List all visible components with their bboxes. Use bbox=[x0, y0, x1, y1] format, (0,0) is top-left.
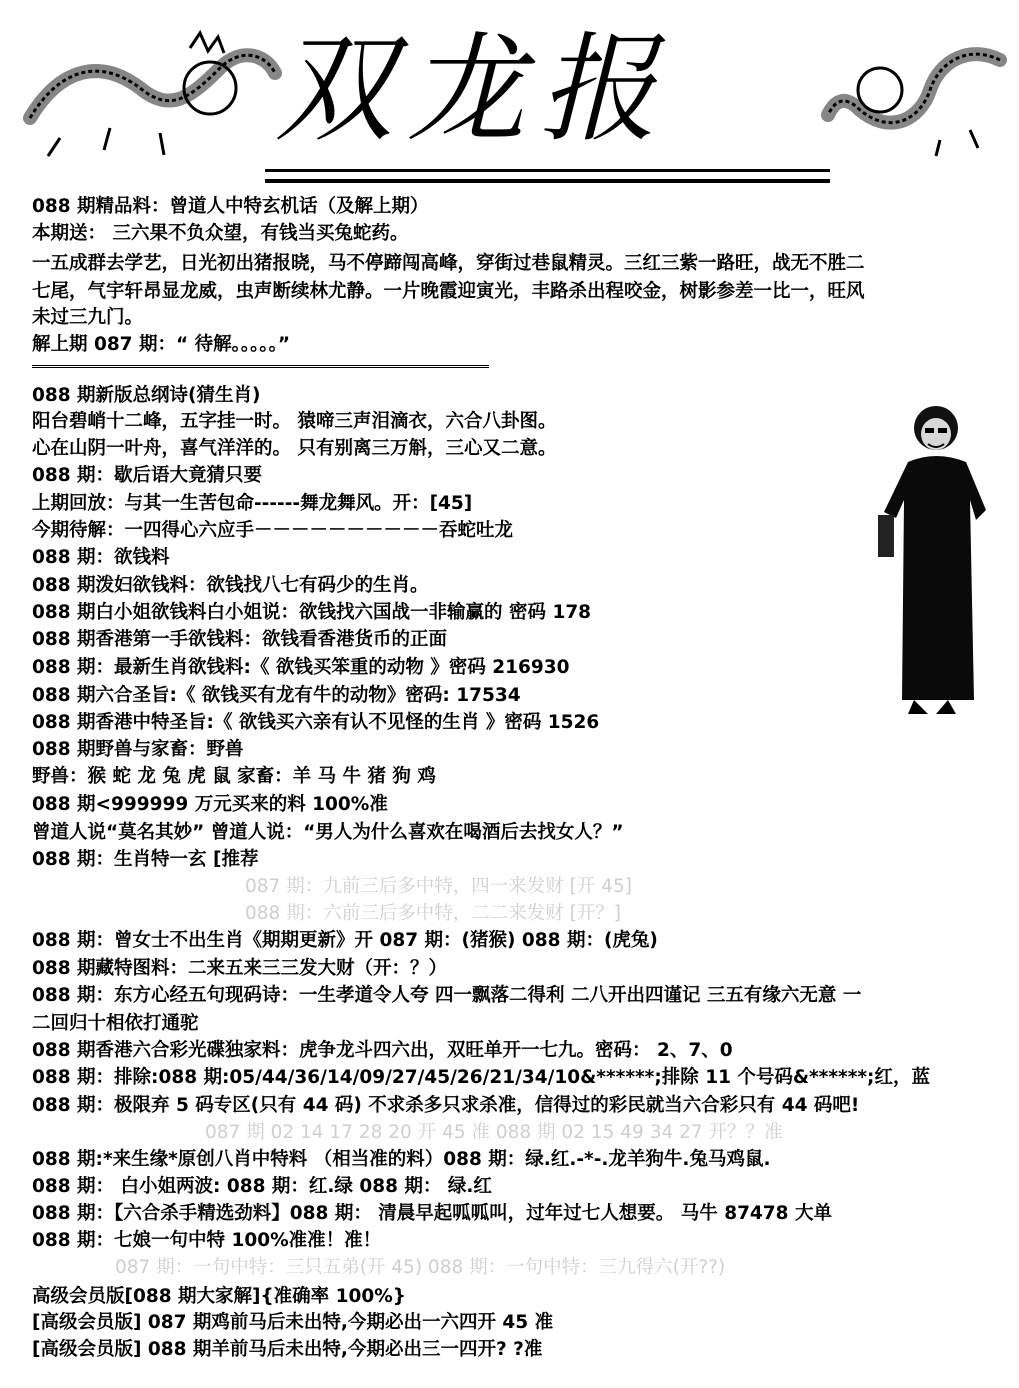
line-21: 野兽：猴 蛇 龙 兔 虎 鼠 家畜：羊 马 牛 猪 狗 鸡 bbox=[32, 766, 436, 787]
line-36: 088 期： 白小姐两波: 088 期：红.绿 088 期： 绿.红 bbox=[32, 1176, 492, 1197]
line-19: 088 期香港中特圣旨:《 欲钱买六亲有认不见怪的生肖 》密码 1526 bbox=[32, 712, 600, 733]
line-18: 088 期六合圣旨:《 欲钱买有龙有牛的动物》密码: 17534 bbox=[32, 685, 521, 706]
line-13: 088 期：欲钱料 bbox=[32, 547, 170, 568]
line-27: 088 期：曾女士不出生肖《期期更新》开 087 期：(猪猴) 088 期：(虎兔) bbox=[32, 930, 658, 951]
line-29: 088 期：东方心经五句现码诗：一生孝道令人夸 四一飘落二得利 二八开出四谨记 三五有缘六无意 一 bbox=[32, 985, 862, 1006]
line-26: 088 期：六前三后多中特，二二来发财 [开？] bbox=[245, 903, 622, 924]
line-37: 088 期：【六合杀手精选劲料】088 期： 清晨早起呱呱叫，过年过七人想要。 马牛 87478 大单 bbox=[32, 1203, 832, 1224]
line-4: 七尾，气宇轩昂显龙威，虫声断续林尤静。一片晚霞迎寅光，丰路杀出程咬金，树影参差一比一，旺风 bbox=[32, 281, 865, 302]
line-8: 阳台碧峭十二峰，五字挂一时。 猿啼三声泪滴衣，六合八卦图。 bbox=[32, 411, 557, 432]
section-divider bbox=[32, 365, 489, 368]
line-23: 曾道人说“莫名其妙” 曾道人说：“男人为什么喜欢在喝酒后去找女人？” bbox=[32, 822, 624, 843]
line-11: 上期回放：与其一生苦包命------舞龙舞风。开：[45] bbox=[32, 493, 473, 514]
line-25: 087 期：九前三后多中特，四一来发财 [开 45] bbox=[245, 876, 632, 897]
line-34: 087 期 02 14 17 28 20 开 45 准 088 期 02 15 49 34 27 开？？准 bbox=[205, 1122, 783, 1143]
line-17: 088 期：最新生肖欲钱料:《 欲钱买笨重的动物 》密码 216930 bbox=[32, 657, 570, 678]
line-28: 088 期藏特图料：二来五来三三发大财（开：？） bbox=[32, 958, 448, 979]
line-3: 一五成群去学艺，日光初出猪报晓，马不停蹄闯高峰，穿街过巷鼠精灵。三红三紫一路旺，战无不胜二 bbox=[32, 253, 865, 274]
line-1: 088 期精品料：曾道人中特玄机话（及解上期） bbox=[32, 196, 429, 217]
line-31: 088 期香港六合彩光碟独家料：虎争龙斗四六出，双旺单开一七九。密码： 2、7、0 bbox=[32, 1040, 733, 1061]
masthead bbox=[0, 0, 1019, 195]
line-40: 高级会员版[088 期大家解]{准确率 100%} bbox=[32, 1286, 406, 1307]
line-38: 088 期：七娘一句中特 100%准准！准！ bbox=[32, 1230, 382, 1251]
line-12: 今期待解：一四得心六应手－－－－－－－－－－吞蛇吐龙 bbox=[32, 520, 514, 541]
line-7: 088 期新版总纲诗(猜生肖) bbox=[32, 385, 261, 406]
line-14: 088 期泼妇欲钱料：欲钱找八七有码少的生肖。 bbox=[32, 575, 429, 596]
line-32: 088 期：排除:088 期:05/44/36/14/09/27/45/26/21/34/10&******;排除 11 个号码&******;红，蓝 bbox=[32, 1067, 930, 1088]
line-39: 087 期：一句中特：三只五弟(开 45) 088 期：一句中特：三九得六(开??) bbox=[115, 1257, 726, 1278]
line-41: [高级会员版] 087 期鸡前马后未出特,今期必出一六四开 45 准 bbox=[32, 1312, 554, 1333]
line-6: 解上期 087 期：“ 待解。。。。。” bbox=[32, 334, 291, 355]
line-42: [高级会员版] 088 期羊前马后未出特,今期必出三一四开? ?准 bbox=[32, 1339, 543, 1360]
line-33: 088 期：极限弃 5 码专区(只有 44 码) 不求杀多只求杀准，信得过的彩民就当六合彩只有 44 码吧! bbox=[32, 1095, 860, 1116]
right-dragon-illustration bbox=[820, 40, 1010, 160]
newspaper-title: 双龙报 bbox=[275, 20, 672, 158]
robed-man-illustration bbox=[878, 400, 1003, 720]
line-9: 心在山阴一叶舟，喜气洋洋的。 只有别离三万斛，三心又二意。 bbox=[32, 438, 557, 459]
line-35: 088 期:*来生缘*原创八肖中特料 （相当准的料）088 期：绿.红.-*-.龙羊狗牛.兔马鸡鼠. bbox=[32, 1149, 771, 1170]
line-15: 088 期白小姐欲钱料白小姐说：欲钱找六国战一非输赢的 密码 178 bbox=[32, 602, 592, 623]
line-20: 088 期野兽与家畜：野兽 bbox=[32, 739, 244, 760]
title-rule-top bbox=[265, 169, 830, 172]
left-dragon-illustration bbox=[20, 28, 290, 168]
line-22: 088 期<999999 万元买来的料 100%准 bbox=[32, 794, 388, 815]
line-2: 本期送： 三六果不负众望，有钱当买兔蛇药。 bbox=[32, 223, 409, 244]
line-24: 088 期：生肖特一玄 [推荐 bbox=[32, 849, 259, 870]
line-10: 088 期：歇后语大竟猜只要 bbox=[32, 465, 263, 486]
title-rule-bottom bbox=[265, 179, 830, 183]
line-30: 二回归十相依打通驼 bbox=[32, 1013, 199, 1034]
line-16: 088 期香港第一手欲钱料：欲钱看香港货币的正面 bbox=[32, 629, 448, 650]
line-5: 未过三九门。 bbox=[32, 307, 144, 328]
